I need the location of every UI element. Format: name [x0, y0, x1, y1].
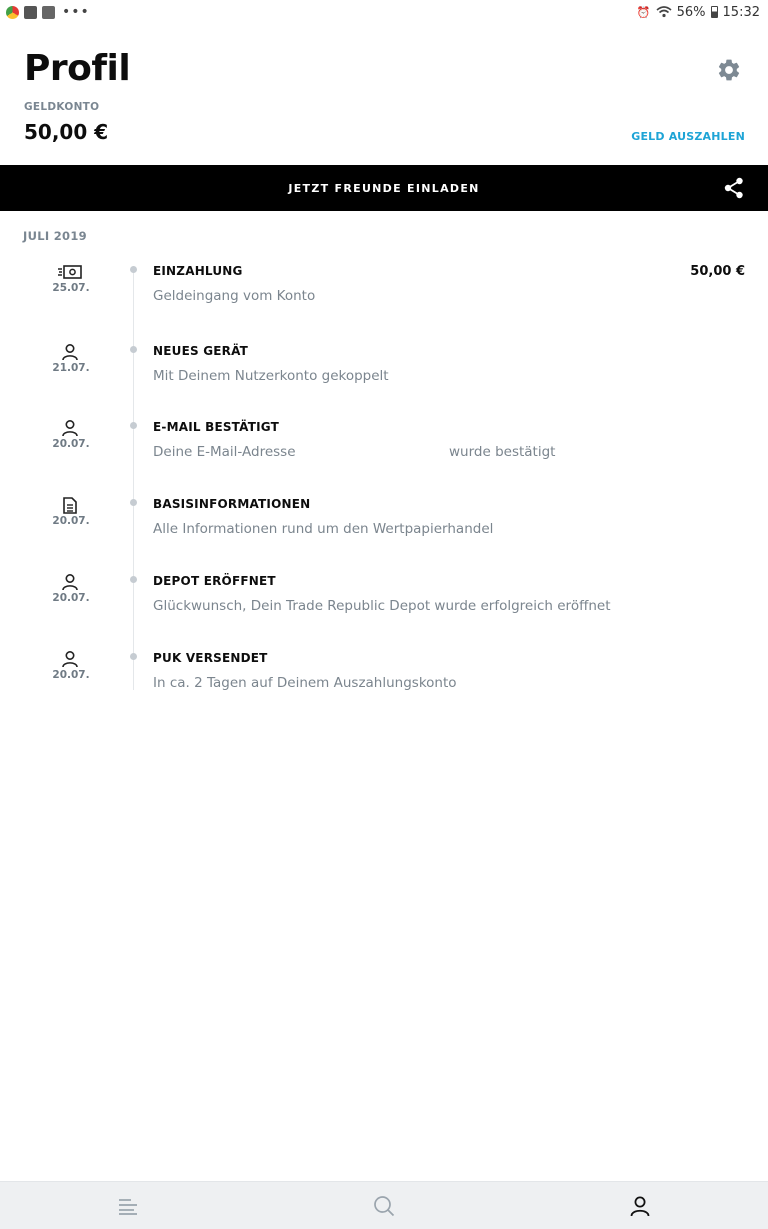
invite-label: JETZT FREUNDE EINLADEN — [288, 181, 480, 195]
bottom-navigation — [0, 1181, 768, 1229]
app-notification-icon — [6, 6, 19, 19]
timeline-dot — [130, 422, 137, 429]
person-icon — [57, 418, 83, 438]
cash-icon — [57, 262, 83, 282]
timeline-title: EINZAHLUNG — [153, 264, 243, 278]
withdraw-button[interactable]: GELD AUSZAHLEN — [631, 130, 745, 143]
timeline-dot — [130, 346, 137, 353]
timeline-title: E-MAIL BESTÄTIGT — [153, 420, 279, 434]
menu-icon — [117, 1197, 139, 1215]
timeline-description: Glückwunsch, Dein Trade Republic Depot wurde erfolgreich eröffnet — [153, 598, 611, 614]
timeline-dot — [130, 266, 137, 273]
battery-percent: 56% — [676, 4, 706, 20]
page-title: Profil — [24, 48, 131, 89]
timeline-item-depot-opened[interactable] — [0, 572, 768, 632]
person-icon — [57, 342, 83, 362]
timeline-date: 20.07. — [52, 515, 90, 527]
profile-icon — [629, 1195, 651, 1217]
timeline-description: Alle Informationen rund um den Wertpapierhandel — [153, 521, 494, 537]
account-balance: 50,00 € — [24, 120, 109, 144]
timeline-item-basic-info[interactable] — [0, 495, 768, 555]
more-notifications-icon: ••• — [62, 4, 90, 20]
search-icon — [373, 1195, 395, 1217]
timeline-dot — [130, 576, 137, 583]
timeline-description: Mit Deinem Nutzerkonto gekoppelt — [153, 368, 389, 384]
timeline-description: Deine E-Mail-Adresse — [153, 444, 296, 460]
gear-icon[interactable] — [716, 57, 742, 83]
timeline-date: 20.07. — [52, 669, 90, 681]
timeline-dot — [130, 499, 137, 506]
timeline-item-email-confirmed[interactable] — [0, 418, 768, 478]
alarm-icon: ⏰ — [636, 5, 651, 19]
person-icon — [57, 572, 83, 592]
clock: 15:32 — [722, 4, 760, 20]
invite-friends-button[interactable] — [0, 165, 768, 211]
flipboard-notification-icon — [24, 6, 37, 19]
timeline-item-deposit[interactable] — [0, 262, 768, 322]
timeline-description: Geldeingang vom Konto — [153, 288, 316, 304]
timeline-amount: 50,00 € — [690, 264, 745, 279]
nav-profile[interactable] — [610, 1182, 670, 1229]
battery-icon — [711, 6, 718, 18]
timeline-description-suffix: wurde bestätigt — [449, 444, 556, 460]
timeline-title: BASISINFORMATIONEN — [153, 497, 311, 511]
document-icon — [57, 495, 83, 515]
timeline-item-puk-sent[interactable] — [0, 649, 768, 709]
timeline-date: 25.07. — [52, 282, 90, 294]
timeline-date: 20.07. — [52, 438, 90, 450]
timeline-title: NEUES GERÄT — [153, 344, 249, 358]
month-label: JULI 2019 — [23, 229, 87, 243]
account-label: GELDKONTO — [24, 101, 100, 113]
mail-notification-icon — [42, 6, 55, 19]
timeline-description: In ca. 2 Tagen auf Deinem Auszahlungskonto — [153, 675, 457, 691]
timeline-item-new-device[interactable] — [0, 342, 768, 402]
timeline-date: 20.07. — [52, 592, 90, 604]
timeline-dot — [130, 653, 137, 660]
status-bar — [0, 0, 768, 24]
wifi-icon — [656, 6, 672, 18]
person-icon — [57, 649, 83, 669]
timeline-title: DEPOT ERÖFFNET — [153, 574, 276, 588]
nav-search[interactable] — [354, 1182, 414, 1229]
share-icon[interactable] — [724, 177, 744, 199]
timeline-title: PUK VERSENDET — [153, 651, 268, 665]
timeline-date: 21.07. — [52, 362, 90, 374]
nav-feed[interactable] — [98, 1182, 158, 1229]
